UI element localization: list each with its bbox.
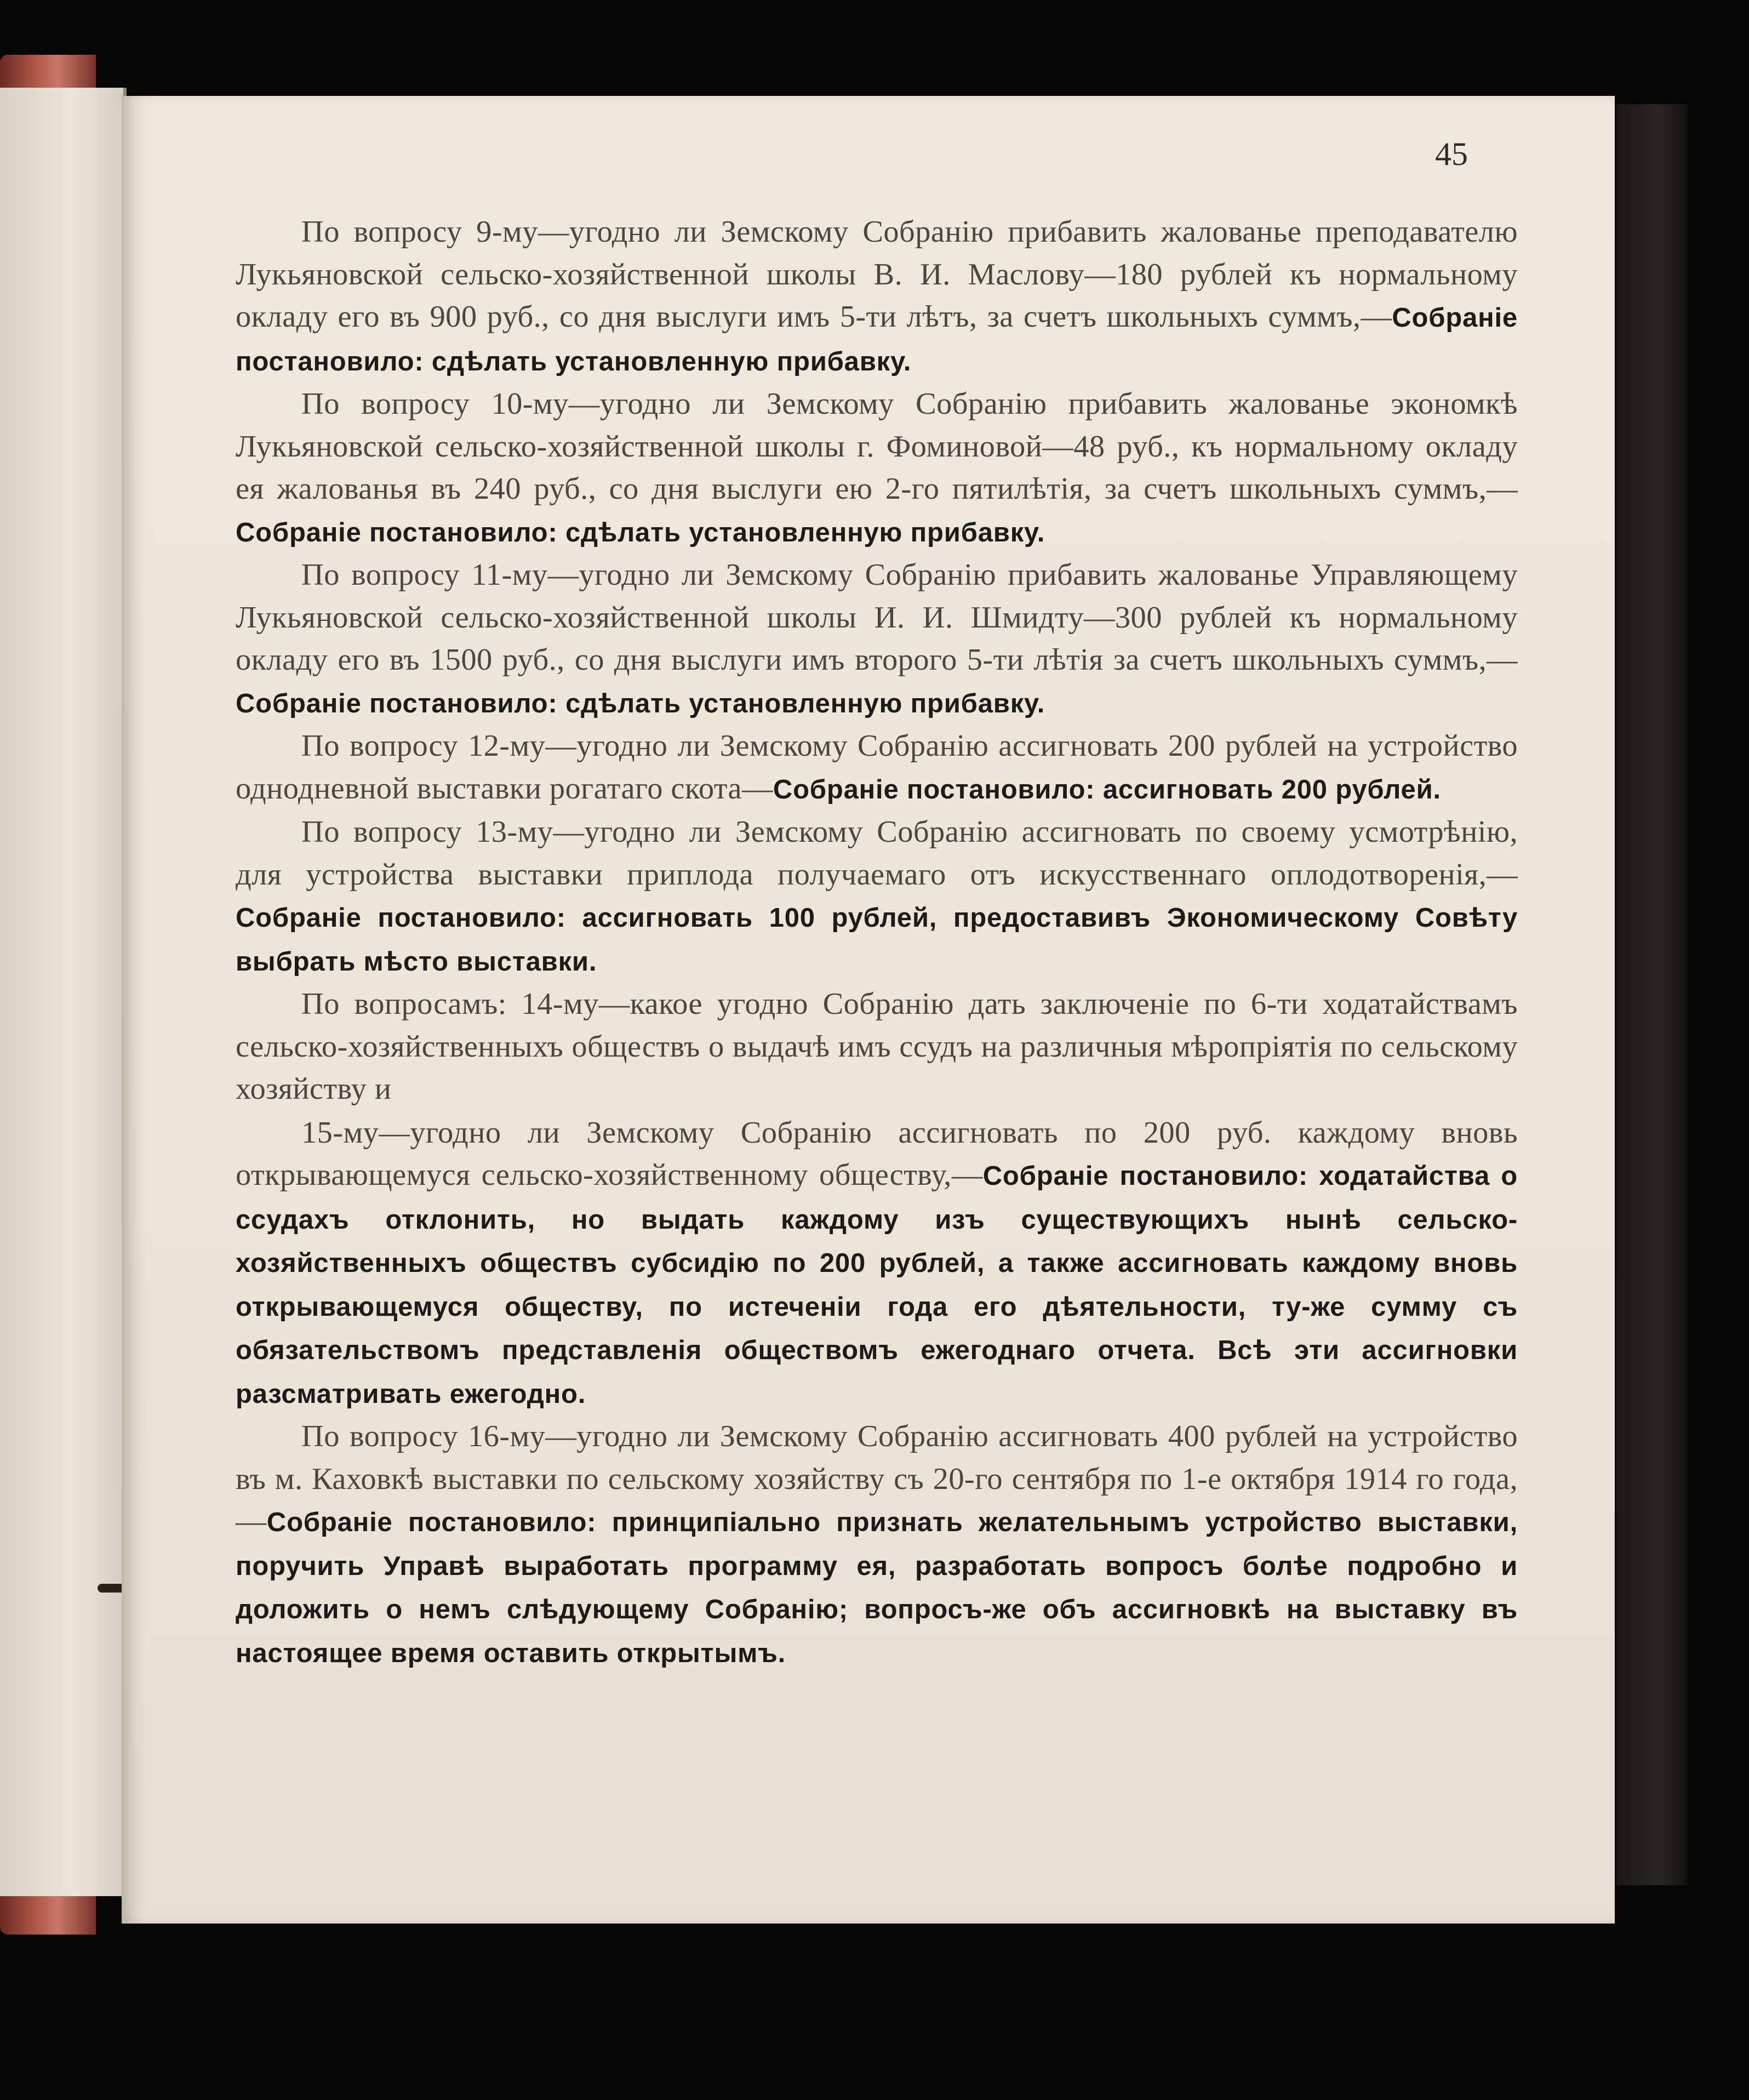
resolution-text: Собраніе постановило: ассигновать 100 рублей, предоставивъ Экономическому Совѣту выбрать мѣсто выставки. xyxy=(236,903,1518,977)
paragraph-question-15 xyxy=(236,1112,1518,1416)
paragraph-question-16 xyxy=(236,1416,1518,1675)
book-cover-edge xyxy=(1616,104,1688,1885)
page-number: 45 xyxy=(1435,136,1468,172)
question-text: По вопросу 10-му—угодно ли Земскому Собранію прибавить жалованье экономкѣ Лукьяновской сельско-хозяйственной школы г. Фоминовой—48 руб., къ нормальному окладу ея жалованья въ 240 руб., со дня выслуги ею 2-го пятилѣтія, за счетъ школьныхъ суммъ,— xyxy=(236,387,1518,506)
book-page xyxy=(122,96,1615,1924)
paragraph-question-11 xyxy=(236,554,1518,725)
resolution-text: Собраніе постановило: сдѣлать установленную прибавку. xyxy=(236,517,1045,547)
resolution-text: Собраніе постановило: ходатайства о ссудахъ отклонить, но выдать каждому изъ существующихъ нынѣ сельско-хозяйственныхъ обществъ субсидію по 200 рублей, а также ассигновать каждому вновь открывающемуся обществу, по истеченіи года его дѣятельности, ту-же сумму съ обязательствомъ представленія обществомъ ежегоднаго отчета. Всѣ эти ассигновки разсматривать ежегодно. xyxy=(236,1161,1518,1409)
resolution-text: Собраніе постановило: сдѣлать установленную прибавку. xyxy=(236,688,1045,718)
paragraph-question-13 xyxy=(236,811,1518,983)
paragraph-question-9 xyxy=(236,211,1518,383)
question-text: По вопросу 11-му—угодно ли Земскому Собранію прибавить жалованье Управляющему Лукьяновской сельско-хозяйственной школы И. И. Шмидту—300 рублей къ нормальному окладу его въ 1500 руб., со дня выслуги имъ второго 5-ти лѣтія за счетъ школьныхъ суммъ,— xyxy=(236,558,1518,677)
question-text: По вопросу 13-му—угодно ли Земскому Собранію ассигновать по своему усмотрѣнію, для устройства выставки приплода получаемаго отъ искусственнаго оплодотворенія,— xyxy=(236,815,1518,892)
resolution-text: Собраніе постановило: принципіально признать желательнымъ устройство выставки, поручить Управѣ выработать программу ея, разработать вопросъ болѣе подробно и доложить о немъ слѣдующему Собранію; вопросъ-же объ ассигновкѣ на выставку въ настоящее время оставить открытымъ. xyxy=(236,1508,1518,1668)
question-text: По вопросу 9-му—угодно ли Земскому Собранію прибавить жалованье преподавателю Лукьяновской сельско-хозяйственной школы В. И. Маслову—180 рублей къ нормальному окладу его въ 900 руб., со дня выслуги имъ 5-ти лѣтъ, за счетъ школьныхъ суммъ,— xyxy=(236,215,1518,334)
question-text: По вопросу 16-му—угодно ли Земскому Собранію ассигновать 400 рублей на устройство въ м. Каховкѣ выставки по сельскому хозяйству съ 20-го сентября по 1-е октября 1914 го года,— xyxy=(236,1419,1518,1538)
question-text: По вопросу 12-му—угодно ли Земскому Собранію ассигновать 200 рублей на устройство однодневной выставки рогатаго скота— xyxy=(236,729,1518,806)
page-text xyxy=(236,211,1518,1675)
paragraph-question-14 xyxy=(236,983,1518,1112)
question-text: По вопросамъ: 14-му—какое угодно Собранію дать заключеніе по 6-ти ходатайствамъ сельско-хозяйственныхъ обществъ о выдачѣ имъ ссудъ на различныя мѣропріятія по сельскому хозяйству и xyxy=(236,987,1518,1106)
resolution-text: Собраніе постановило: сдѣлать установленную прибавку. xyxy=(236,303,1518,376)
facing-page xyxy=(0,88,127,1896)
paragraph-question-10 xyxy=(236,383,1518,554)
question-text: 15-му—угодно ли Земскому Собранію ассигновать по 200 руб. каждому вновь открывающемуся сельско-хозяйственному обществу,— xyxy=(236,1115,1518,1192)
paragraph-question-12 xyxy=(236,725,1518,811)
resolution-text: Собраніе постановило: ассигновать 200 рублей. xyxy=(773,774,1441,804)
